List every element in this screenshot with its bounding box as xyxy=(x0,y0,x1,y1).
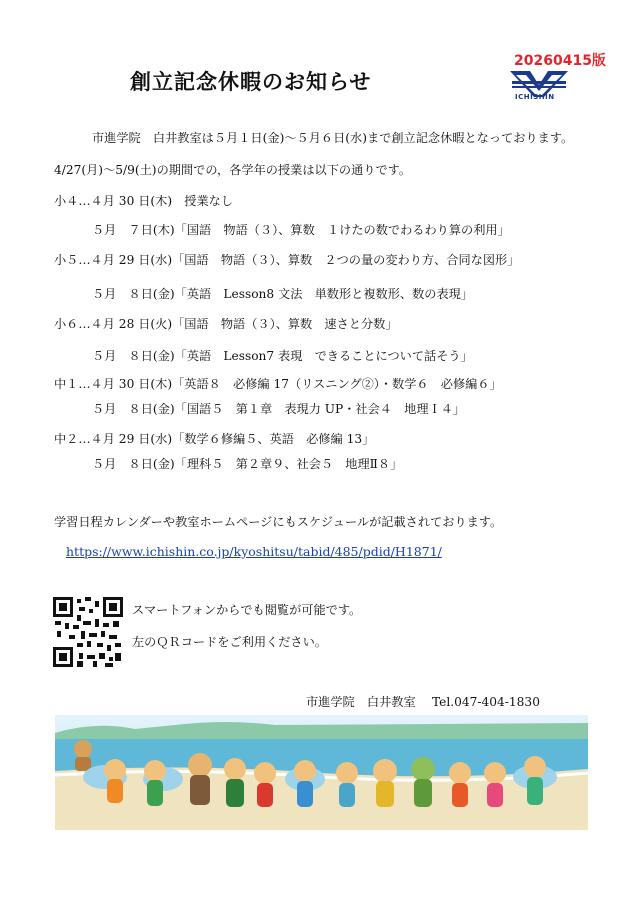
qr-note-line: 左のＱＲコードをご利用ください。 xyxy=(132,635,327,649)
intro-line: 市進学院 白井教室は５月１日(金)～５月６日(水)まで創立記念休暇となっております。 xyxy=(92,131,574,145)
schedule-grade-line: 小４…４月 30 日(木) 授業なし xyxy=(54,194,234,208)
version-label: 20260415版 xyxy=(514,53,606,69)
ichishin-logo-icon xyxy=(508,67,570,107)
schedule-detail-line: ５月 ７日(木)「国語 物語（３）、算数 １けたの数でわるわり算の利用」 xyxy=(92,223,510,237)
schedule-grade-line: 中１…４月 30 日(木)「英語８ 必修編 17（リスニング②）・数学６ 必修編６」 xyxy=(54,377,502,391)
schedule-grade-line: 中２…４月 29 日(水)「数学６修編５、英語 必修編 13」 xyxy=(54,432,375,446)
intro-line: 4/27(月)～5/9(土)の期間での，各学年の授業は以下の通りです。 xyxy=(54,163,412,177)
qr-code-icon xyxy=(53,597,123,667)
schedule-detail-line: ５月 ８日(金)「国語５ 第１章 表現力 UP・社会４ 地理Ｉ４」 xyxy=(92,402,466,416)
qr-note-line: スマートフォンからでも閲覧が可能です。 xyxy=(132,603,362,617)
calendar-note: 学習日程カレンダーや教室ホームページにもスケジュールが記載されております。 xyxy=(54,515,503,529)
homepage-link[interactable]: https://www.ichishin.co.jp/kyoshitsu/tabid/485/pdid/H1871/ xyxy=(66,544,442,559)
logo-text: ICHISHIN xyxy=(515,93,555,101)
schedule-grade-line: 小５…４月 29 日(水)「国語 物語（３）、算数 ２つの量の変わり方、合同な図形」 xyxy=(54,253,520,267)
schedule-detail-line: ５月 ８日(金)「英語 Lesson7 表現 できることについて話そう」 xyxy=(92,349,473,363)
school-name: 市進学院 白井教室 xyxy=(306,695,416,709)
beach-characters-illustration xyxy=(55,715,588,830)
schedule-grade-line: 小６…４月 28 日(火)「国語 物語（３）、算数 速さと分数」 xyxy=(54,317,398,331)
schedule-detail-line: ５月 ８日(金)「英語 Lesson8 文法 単数形と複数形、数の表現」 xyxy=(92,287,474,301)
page-title: 創立記念休暇のお知らせ xyxy=(130,70,372,94)
schedule-detail-line: ５月 ８日(金)「理科５ 第２章９、社会５ 地理Ⅱ８」 xyxy=(92,457,403,471)
telephone-number: Tel.047-404-1830 xyxy=(432,695,540,709)
